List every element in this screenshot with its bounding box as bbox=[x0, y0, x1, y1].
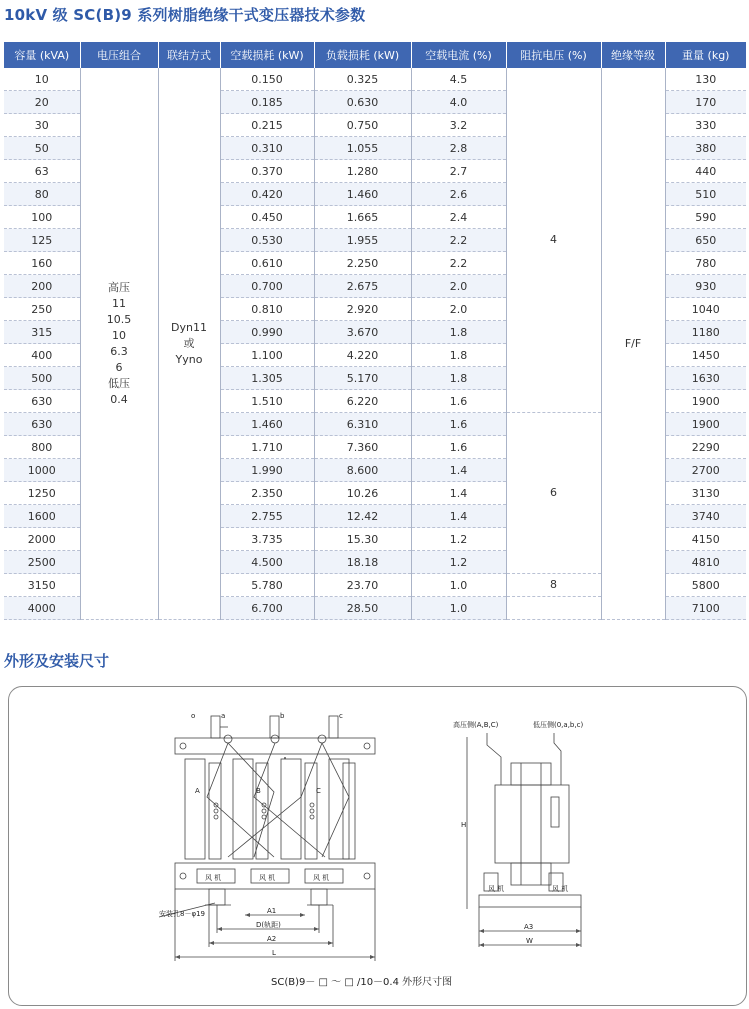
load-loss-cell: 28.50 bbox=[314, 597, 411, 620]
no-load-current-cell: 1.8 bbox=[411, 321, 506, 344]
voltage-line: 高压 bbox=[108, 280, 130, 294]
load-loss-cell: 6.220 bbox=[314, 390, 411, 413]
no-load-loss-cell: 1.510 bbox=[220, 390, 314, 413]
load-loss-cell: 10.26 bbox=[314, 482, 411, 505]
no-load-loss-cell: 1.990 bbox=[220, 459, 314, 482]
dim-a3-label: A3 bbox=[524, 923, 534, 931]
connection-line: Dyn11 bbox=[171, 320, 207, 334]
no-load-loss-cell: 0.150 bbox=[220, 68, 314, 91]
hv-side-label: 高压侧(A,B,C) bbox=[453, 721, 499, 729]
terminal-c-label: c bbox=[339, 712, 343, 720]
dim-d-label: D(轨距) bbox=[256, 921, 281, 929]
capacity-cell: 10 bbox=[4, 68, 80, 91]
no-load-current-cell: 2.0 bbox=[411, 275, 506, 298]
terminal-b-label: b bbox=[280, 712, 285, 720]
no-load-loss-cell: 0.310 bbox=[220, 137, 314, 160]
weight-cell: 1630 bbox=[665, 367, 746, 390]
no-load-loss-cell: 0.215 bbox=[220, 114, 314, 137]
load-loss-cell: 4.220 bbox=[314, 344, 411, 367]
no-load-loss-cell: 2.350 bbox=[220, 482, 314, 505]
no-load-loss-cell: 0.810 bbox=[220, 298, 314, 321]
weight-cell: 4150 bbox=[665, 528, 746, 551]
voltage-line: 6 bbox=[115, 360, 123, 374]
side-fan-label-2: 风 机 bbox=[552, 885, 569, 893]
capacity-cell: 160 bbox=[4, 252, 80, 275]
capacity-cell: 630 bbox=[4, 413, 80, 436]
weight-cell: 1180 bbox=[665, 321, 746, 344]
capacity-cell: 1000 bbox=[4, 459, 80, 482]
weight-cell: 510 bbox=[665, 183, 746, 206]
no-load-current-cell: 1.0 bbox=[411, 574, 506, 597]
capacity-cell: 3150 bbox=[4, 574, 80, 597]
voltage-line: 10.5 bbox=[106, 312, 132, 326]
capacity-cell: 30 bbox=[4, 114, 80, 137]
table-header-row bbox=[4, 42, 746, 68]
no-load-current-cell: 1.6 bbox=[411, 413, 506, 436]
terminal-o-busbar bbox=[211, 716, 220, 738]
weight-cell: 1040 bbox=[665, 298, 746, 321]
no-load-loss-cell: 0.990 bbox=[220, 321, 314, 344]
weight-cell: 1450 bbox=[665, 344, 746, 367]
weight-cell: 5800 bbox=[665, 574, 746, 597]
capacity-cell: 1250 bbox=[4, 482, 80, 505]
no-load-current-cell: 2.8 bbox=[411, 137, 506, 160]
no-load-loss-cell: 5.780 bbox=[220, 574, 314, 597]
fan-label-2: 风 机 bbox=[259, 874, 276, 882]
no-load-current-cell: 2.2 bbox=[411, 252, 506, 275]
column-header: 重量 (kg) bbox=[665, 42, 746, 68]
weight-cell: 3130 bbox=[665, 482, 746, 505]
weight-cell: 4810 bbox=[665, 551, 746, 574]
terminal-c-busbar bbox=[329, 716, 338, 738]
capacity-cell: 1600 bbox=[4, 505, 80, 528]
table-row bbox=[4, 68, 746, 91]
load-loss-cell: 1.460 bbox=[314, 183, 411, 206]
load-loss-cell: 12.42 bbox=[314, 505, 411, 528]
voltage-combination-cell bbox=[80, 68, 158, 620]
weight-cell: 2290 bbox=[665, 436, 746, 459]
load-loss-cell: 1.055 bbox=[314, 137, 411, 160]
connection-method-cell bbox=[158, 68, 220, 620]
capacity-cell: 50 bbox=[4, 137, 80, 160]
capacity-cell: 80 bbox=[4, 183, 80, 206]
no-load-loss-cell: 1.100 bbox=[220, 344, 314, 367]
capacity-cell: 2500 bbox=[4, 551, 80, 574]
no-load-current-cell: 1.2 bbox=[411, 528, 506, 551]
no-load-loss-cell: 0.450 bbox=[220, 206, 314, 229]
weight-cell: 380 bbox=[665, 137, 746, 160]
weight-cell: 7100 bbox=[665, 597, 746, 620]
column-header: 容量 (kVA) bbox=[4, 42, 80, 68]
column-header: 绝缘等级 bbox=[601, 42, 665, 68]
capacity-cell: 200 bbox=[4, 275, 80, 298]
no-load-current-cell: 2.2 bbox=[411, 229, 506, 252]
impedance-voltage-cell: 6 bbox=[506, 413, 601, 574]
load-loss-cell: 23.70 bbox=[314, 574, 411, 597]
weight-cell: 1900 bbox=[665, 413, 746, 436]
column-header: 阻抗电压 (%) bbox=[506, 42, 601, 68]
fan-label-1: 风 机 bbox=[205, 874, 222, 882]
no-load-current-cell: 1.6 bbox=[411, 436, 506, 459]
no-load-loss-cell: 1.460 bbox=[220, 413, 314, 436]
terminal-o-label: o bbox=[191, 712, 196, 720]
load-loss-cell: 0.750 bbox=[314, 114, 411, 137]
weight-cell: 650 bbox=[665, 229, 746, 252]
no-load-current-cell: 3.2 bbox=[411, 114, 506, 137]
no-load-current-cell: 1.4 bbox=[411, 459, 506, 482]
capacity-cell: 63 bbox=[4, 160, 80, 183]
no-load-current-cell: 2.6 bbox=[411, 183, 506, 206]
connection-line: 或 bbox=[183, 336, 195, 350]
lv-side-label: 低压侧(0,a,b,c) bbox=[533, 721, 584, 729]
load-loss-cell: 2.250 bbox=[314, 252, 411, 275]
load-loss-cell: 3.670 bbox=[314, 321, 411, 344]
phase-c-label: C bbox=[316, 787, 321, 795]
weight-cell: 780 bbox=[665, 252, 746, 275]
load-loss-cell: 1.280 bbox=[314, 160, 411, 183]
page-title: 10kV 级 SC(B)9 系列树脂绝缘干式变压器技术参数 bbox=[4, 6, 366, 24]
load-loss-cell: 5.170 bbox=[314, 367, 411, 390]
load-loss-cell: 6.310 bbox=[314, 413, 411, 436]
load-loss-cell: 8.600 bbox=[314, 459, 411, 482]
load-loss-cell: 18.18 bbox=[314, 551, 411, 574]
weight-cell: 330 bbox=[665, 114, 746, 137]
no-load-loss-cell: 1.305 bbox=[220, 367, 314, 390]
top-clamp bbox=[175, 738, 375, 754]
no-load-current-cell: 2.7 bbox=[411, 160, 506, 183]
section-title: 外形及安装尺寸 bbox=[4, 652, 110, 670]
weight-cell: 930 bbox=[665, 275, 746, 298]
no-load-current-cell: 1.4 bbox=[411, 505, 506, 528]
capacity-cell: 315 bbox=[4, 321, 80, 344]
no-load-current-cell: 1.8 bbox=[411, 344, 506, 367]
column-header: 空载电流 (%) bbox=[411, 42, 506, 68]
load-loss-cell: 1.955 bbox=[314, 229, 411, 252]
no-load-current-cell: 4.0 bbox=[411, 91, 506, 114]
load-loss-cell: 7.360 bbox=[314, 436, 411, 459]
weight-cell: 440 bbox=[665, 160, 746, 183]
load-loss-cell: 1.665 bbox=[314, 206, 411, 229]
no-load-current-cell: 4.5 bbox=[411, 68, 506, 91]
connection-line: Yyno bbox=[175, 352, 203, 366]
no-load-current-cell: 1.8 bbox=[411, 367, 506, 390]
no-load-current-cell: 1.2 bbox=[411, 551, 506, 574]
capacity-cell: 20 bbox=[4, 91, 80, 114]
column-header: 联结方式 bbox=[158, 42, 220, 68]
no-load-loss-cell: 0.700 bbox=[220, 275, 314, 298]
weight-cell: 130 bbox=[665, 68, 746, 91]
voltage-line: 10 bbox=[112, 328, 126, 342]
no-load-loss-cell: 6.700 bbox=[220, 597, 314, 620]
dim-a1-label: A1 bbox=[267, 907, 277, 915]
dim-h-label: H bbox=[461, 821, 467, 829]
capacity-cell: 4000 bbox=[4, 597, 80, 620]
no-load-loss-cell: 0.530 bbox=[220, 229, 314, 252]
no-load-loss-cell: 0.610 bbox=[220, 252, 314, 275]
weight-cell: 1900 bbox=[665, 390, 746, 413]
weight-cell: 3740 bbox=[665, 505, 746, 528]
capacity-cell: 400 bbox=[4, 344, 80, 367]
column-header: 空载损耗 (kW) bbox=[220, 42, 314, 68]
capacity-cell: 500 bbox=[4, 367, 80, 390]
column-header: 负载损耗 (kW) bbox=[314, 42, 411, 68]
table-body bbox=[4, 68, 746, 620]
side-fan-label-1: 风 机 bbox=[488, 885, 505, 893]
column-header: 电压组合 bbox=[80, 42, 158, 68]
dimension-drawing bbox=[9, 687, 746, 1005]
capacity-cell: 630 bbox=[4, 390, 80, 413]
capacity-cell: 800 bbox=[4, 436, 80, 459]
phase-a-label: A bbox=[195, 787, 200, 795]
impedance-voltage-cell: 8 bbox=[506, 574, 601, 597]
capacity-cell: 125 bbox=[4, 229, 80, 252]
impedance-voltage-cell bbox=[506, 597, 601, 620]
dim-a2-label: A2 bbox=[267, 935, 277, 943]
no-load-loss-cell: 0.185 bbox=[220, 91, 314, 114]
no-load-current-cell: 2.4 bbox=[411, 206, 506, 229]
voltage-line: 6.3 bbox=[110, 344, 128, 358]
impedance-voltage-cell: 4 bbox=[506, 68, 601, 413]
insulation-class-cell: F/F bbox=[601, 68, 665, 620]
weight-cell: 170 bbox=[665, 91, 746, 114]
dim-l-label: L bbox=[272, 949, 276, 957]
load-loss-cell: 2.675 bbox=[314, 275, 411, 298]
no-load-loss-cell: 2.755 bbox=[220, 505, 314, 528]
no-load-loss-cell: 1.710 bbox=[220, 436, 314, 459]
load-loss-cell: 0.630 bbox=[314, 91, 411, 114]
terminal-a-label: a bbox=[221, 712, 226, 720]
voltage-line: 11 bbox=[112, 296, 126, 310]
side-view bbox=[467, 733, 581, 947]
weight-cell: 590 bbox=[665, 206, 746, 229]
no-load-current-cell: 2.0 bbox=[411, 298, 506, 321]
drawing-caption: SC(B)9－ □ ～ □ /10－0.4 外形尺寸图 bbox=[271, 977, 453, 988]
voltage-line: 低压 bbox=[108, 376, 130, 390]
spec-table bbox=[4, 42, 746, 620]
fan-label-3: 风 机 bbox=[313, 874, 330, 882]
no-load-current-cell: 1.6 bbox=[411, 390, 506, 413]
load-loss-cell: 2.920 bbox=[314, 298, 411, 321]
no-load-loss-cell: 4.500 bbox=[220, 551, 314, 574]
dimension-drawing-panel bbox=[8, 686, 747, 1006]
capacity-cell: 2000 bbox=[4, 528, 80, 551]
capacity-cell: 100 bbox=[4, 206, 80, 229]
no-load-current-cell: 1.4 bbox=[411, 482, 506, 505]
dim-w-label: W bbox=[526, 937, 533, 945]
load-loss-cell: 15.30 bbox=[314, 528, 411, 551]
no-load-loss-cell: 0.420 bbox=[220, 183, 314, 206]
voltage-line: 0.4 bbox=[110, 392, 128, 406]
mount-hole-label: 安装孔8－φ19 bbox=[159, 910, 205, 918]
no-load-loss-cell: 3.735 bbox=[220, 528, 314, 551]
phase-b-label: B bbox=[256, 787, 261, 795]
load-loss-cell: 0.325 bbox=[314, 68, 411, 91]
capacity-cell: 250 bbox=[4, 298, 80, 321]
no-load-current-cell: 1.0 bbox=[411, 597, 506, 620]
weight-cell: 2700 bbox=[665, 459, 746, 482]
no-load-loss-cell: 0.370 bbox=[220, 160, 314, 183]
